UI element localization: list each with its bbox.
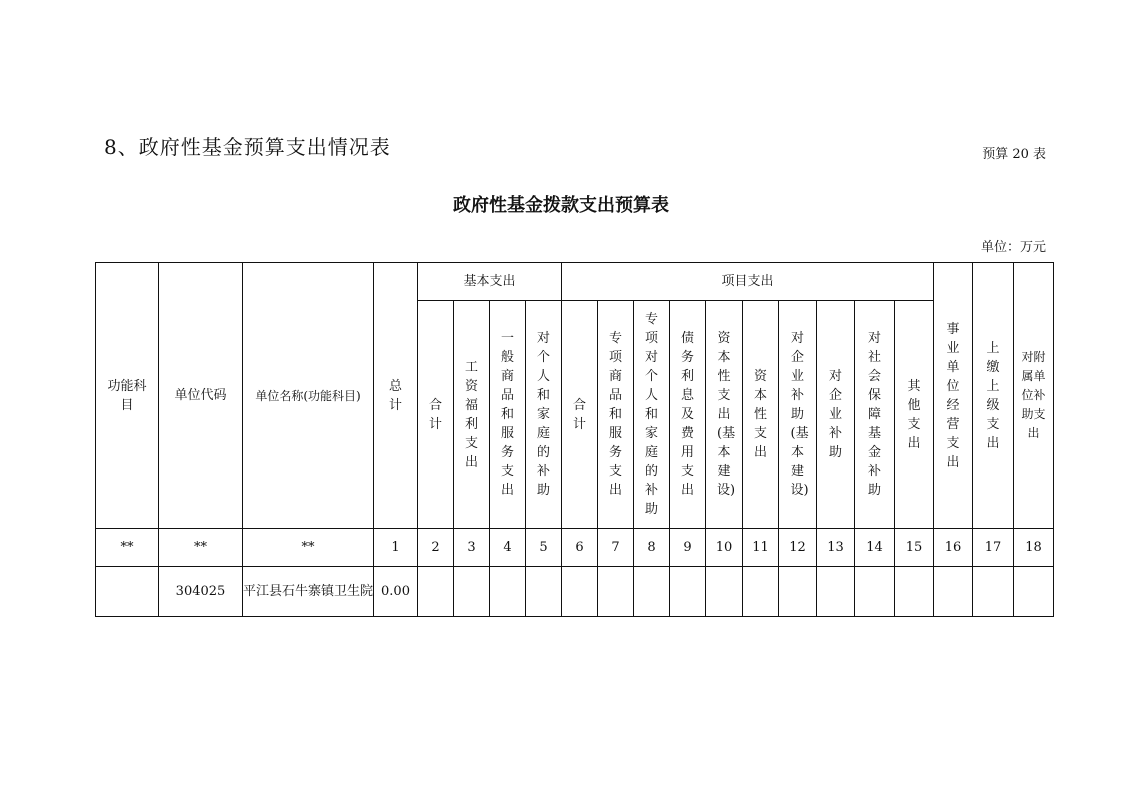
unit-name-cell: 平江县石牛寨镇卫生院 — [243, 567, 374, 617]
index-cell: 5 — [526, 529, 562, 567]
index-cell: 11 — [743, 529, 779, 567]
empty-cell — [779, 567, 817, 617]
business-expense-header: 事业单位经营支出 — [934, 263, 973, 529]
project-col-header: 债务利息及费用支出 — [670, 301, 706, 529]
basic-col-header: 对个人和家庭的补助 — [526, 301, 562, 529]
project-col-header: 对社会保障基金补助 — [855, 301, 895, 529]
project-col-header: 其他支出 — [895, 301, 934, 529]
func-subject-cell — [96, 567, 159, 617]
index-cell: ** — [243, 529, 374, 567]
empty-cell — [706, 567, 743, 617]
budget-table — [95, 262, 1054, 617]
index-cell: 3 — [454, 529, 490, 567]
project-col-header: 合计 — [562, 301, 598, 529]
index-cell: 4 — [490, 529, 526, 567]
project-col-header: 资本性支出(基本建设) — [706, 301, 743, 529]
project-col-header: 专项商品和服务支出 — [598, 301, 634, 529]
index-cell: ** — [96, 529, 159, 567]
basic-col-header: 工资福利支出 — [454, 301, 490, 529]
empty-cell — [454, 567, 490, 617]
index-cell: 8 — [634, 529, 670, 567]
index-cell: 10 — [706, 529, 743, 567]
empty-cell — [562, 567, 598, 617]
empty-cell — [670, 567, 706, 617]
index-cell: 15 — [895, 529, 934, 567]
index-cell: 18 — [1014, 529, 1054, 567]
project-col-header: 资本性支出 — [743, 301, 779, 529]
project-col-header: 对企业补助 — [817, 301, 855, 529]
empty-cell — [743, 567, 779, 617]
empty-cell — [934, 567, 973, 617]
remit-upper-header: 上缴上级支出 — [973, 263, 1014, 529]
header-row-1 — [96, 263, 1054, 301]
project-col-header: 专项对个人和家庭的补助 — [634, 301, 670, 529]
index-cell: 17 — [973, 529, 1014, 567]
empty-cell — [817, 567, 855, 617]
subsidiary-subsidy-header: 对附属单位补助支出 — [1014, 263, 1054, 529]
total-header: 总计 — [374, 263, 418, 529]
unit-name-header: 单位名称(功能科目) — [243, 263, 374, 529]
empty-cell — [598, 567, 634, 617]
index-cell: 14 — [855, 529, 895, 567]
empty-cell — [634, 567, 670, 617]
basic-expense-group-header: 基本支出 — [418, 263, 562, 301]
section-title: 8、政府性基金预算支出情况表 — [104, 135, 391, 159]
table-row — [96, 567, 1054, 617]
empty-cell — [1014, 567, 1054, 617]
index-cell: 1 — [374, 529, 418, 567]
empty-cell — [855, 567, 895, 617]
table-number: 预算 20 表 — [982, 147, 1046, 162]
empty-cell — [490, 567, 526, 617]
unit-label: 单位：万元 — [980, 240, 1046, 255]
total-cell: 0.00 — [374, 567, 418, 617]
basic-col-header: 一般商品和服务支出 — [490, 301, 526, 529]
index-row — [96, 529, 1054, 567]
index-cell: ** — [159, 529, 243, 567]
project-col-header: 对企业补助(基本建设) — [779, 301, 817, 529]
index-cell: 6 — [562, 529, 598, 567]
index-cell: 9 — [670, 529, 706, 567]
unit-code-header: 单位代码 — [159, 263, 243, 529]
index-cell: 7 — [598, 529, 634, 567]
empty-cell — [526, 567, 562, 617]
basic-col-header: 合计 — [418, 301, 454, 529]
index-cell: 2 — [418, 529, 454, 567]
project-expense-group-header: 项目支出 — [562, 263, 934, 301]
unit-code-cell: 304025 — [159, 567, 243, 617]
index-cell: 13 — [817, 529, 855, 567]
index-cell: 16 — [934, 529, 973, 567]
index-cell: 12 — [779, 529, 817, 567]
empty-cell — [973, 567, 1014, 617]
func-subject-header: 功能科目 — [96, 263, 159, 529]
empty-cell — [895, 567, 934, 617]
empty-cell — [418, 567, 454, 617]
main-title: 政府性基金拨款支出预算表 — [453, 195, 669, 216]
